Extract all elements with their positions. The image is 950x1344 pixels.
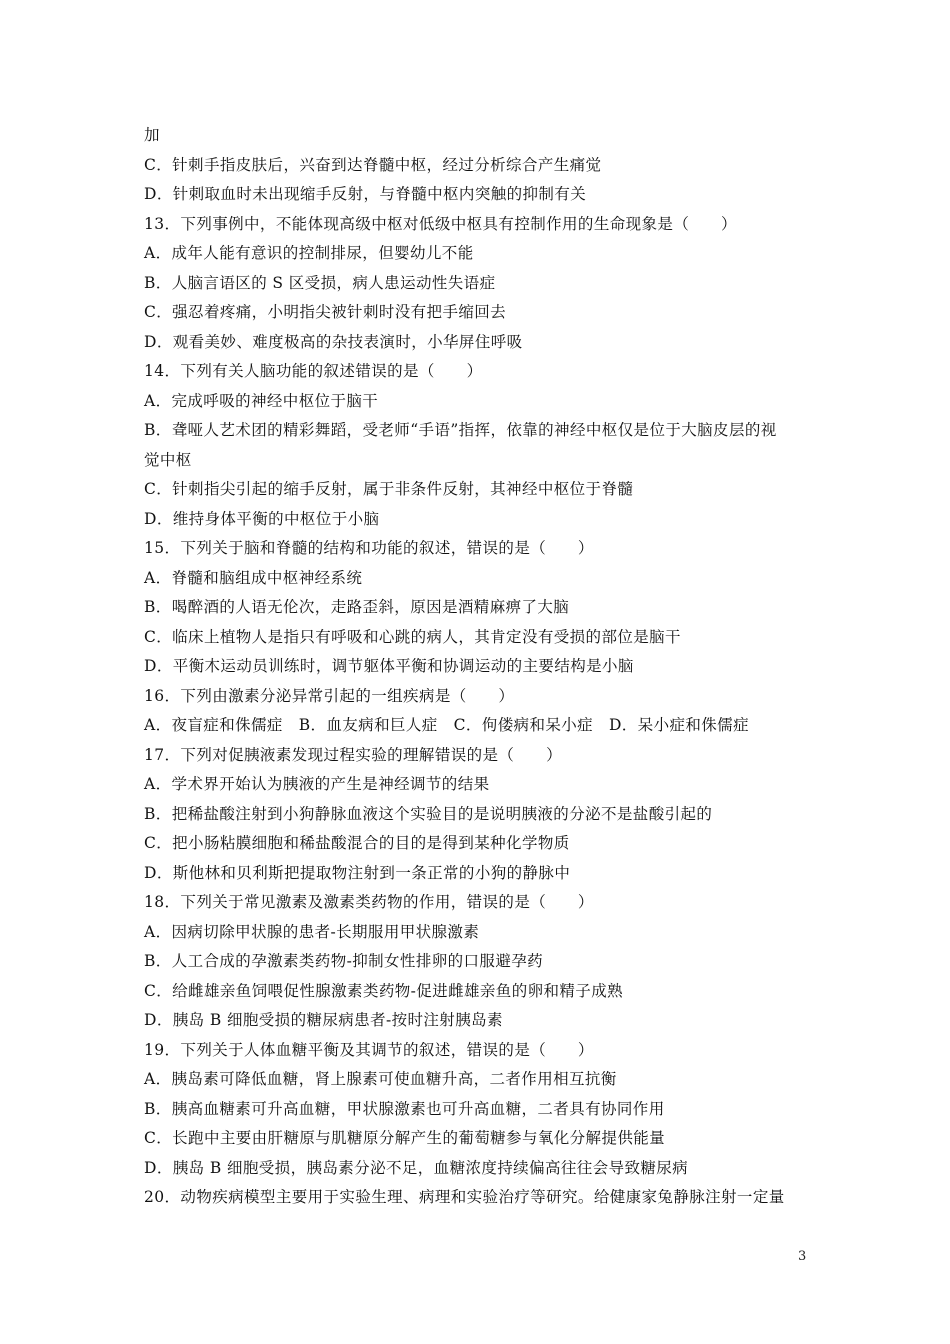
page-number: 3: [798, 1249, 807, 1264]
option-line: D．维持身体平衡的中枢位于小脑: [144, 509, 380, 528]
option-line: B．把稀盐酸注射到小狗静脉血液这个实验目的是说明胰液的分泌不是盐酸引起的: [144, 804, 713, 823]
text-line: 加: [144, 126, 160, 144]
option-line: A．脊髓和脑组成中枢神经系统: [144, 568, 363, 587]
option-line: B．喝醉酒的人语无伦次，走路歪斜，原因是酒精麻痹了大脑: [144, 598, 570, 616]
option-line: C．给雌雄亲鱼饲喂促性腺激素类药物-促进雌雄亲鱼的卵和精子成熟: [144, 981, 623, 1000]
question-stem: 14．下列有关人脑功能的叙述错误的是（ ）: [144, 362, 483, 380]
option-line: B．聋哑人艺术团的精彩舞蹈，受老师“手语”指挥，依靠的神经中枢仅是位于大脑皮层的视: [144, 421, 777, 439]
option-line: D．观看美妙、难度极高的杂技表演时，小华屏住呼吸: [144, 332, 523, 351]
question-stem: 13．下列事例中，不能体现高级中枢对低级中枢具有控制作用的生命现象是（ ）: [144, 214, 737, 233]
option-line: D．胰岛 B 细胞受损的糖尿病患者-按时注射胰岛素: [144, 1011, 503, 1029]
option-line: C．临床上植物人是指只有呼吸和心跳的病人，其肯定没有受损的部位是脑干: [144, 627, 681, 646]
option-line: D．胰岛 B 细胞受损，胰岛素分泌不足，血糖浓度持续偏高往往会导致糖尿病: [144, 1158, 689, 1177]
option-line: B．胰高血糖素可升高血糖，甲状腺激素也可升高血糖，二者具有协同作用: [144, 1099, 665, 1118]
option-line: D．针刺取血时未出现缩手反射，与脊髓中枢内突触的抑制有关: [144, 185, 587, 203]
question-stem: 20．动物疾病模型主要用于实验生理、病理和实验治疗等研究。给健康家兔静脉注射一定量: [144, 1188, 785, 1206]
option-line: A．夜盲症和侏儒症 B．血友病和巨人症 C．佝偻病和呆小症 D．呆小症和侏儒症: [144, 716, 749, 734]
option-line: B．人工合成的孕激素类药物-抑制女性排卵的口服避孕药: [144, 952, 544, 970]
option-line: C．针刺手指皮肤后，兴奋到达脊髓中枢，经过分析综合产生痛觉: [144, 155, 602, 174]
page-content: [144, 121, 814, 1213]
option-line: D．平衡木运动员训练时，调节躯体平衡和协调运动的主要结构是小脑: [144, 657, 634, 675]
question-stem: 18．下列关于常见激素及激素类药物的作用，错误的是（ ）: [144, 893, 594, 911]
option-line: D．斯他林和贝利斯把提取物注射到一条正常的小狗的静脉中: [144, 863, 571, 882]
option-line: A．学术界开始认为胰液的产生是神经调节的结果: [144, 775, 490, 793]
option-line: A．成年人能有意识的控制排尿，但婴幼儿不能: [144, 244, 474, 262]
option-line: C．强忍着疼痛，小明指尖被针刺时没有把手缩回去: [144, 303, 507, 321]
option-line: C．针刺指尖引起的缩手反射，属于非条件反射，其神经中枢位于脊髓: [144, 480, 634, 498]
question-stem: 19．下列关于人体血糖平衡及其调节的叙述，错误的是（ ）: [144, 1040, 594, 1059]
option-line-continuation: 觉中枢: [144, 450, 192, 469]
option-line: A．因病切除甲状腺的患者-长期服用甲状腺激素: [144, 922, 480, 941]
question-stem: 15．下列关于脑和脊髓的结构和功能的叙述，错误的是（ ）: [144, 539, 594, 557]
question-stem: 16．下列由激素分泌异常引起的一组疾病是（ ）: [144, 686, 515, 705]
option-line: C．把小肠粘膜细胞和稀盐酸混合的目的是得到某种化学物质: [144, 834, 570, 852]
option-line: A．完成呼吸的神经中枢位于脑干: [144, 391, 379, 410]
option-line: B．人脑言语区的 S 区受损，病人患运动性失语症: [144, 273, 496, 292]
question-stem: 17．下列对促胰液素发现过程实验的理解错误的是（ ）: [144, 745, 563, 764]
option-line: C．长跑中主要由肝糖原与肌糖原分解产生的葡萄糖参与氧化分解提供能量: [144, 1129, 666, 1147]
option-line: A．胰岛素可降低血糖，肾上腺素可使血糖升高，二者作用相互抗衡: [144, 1070, 617, 1088]
